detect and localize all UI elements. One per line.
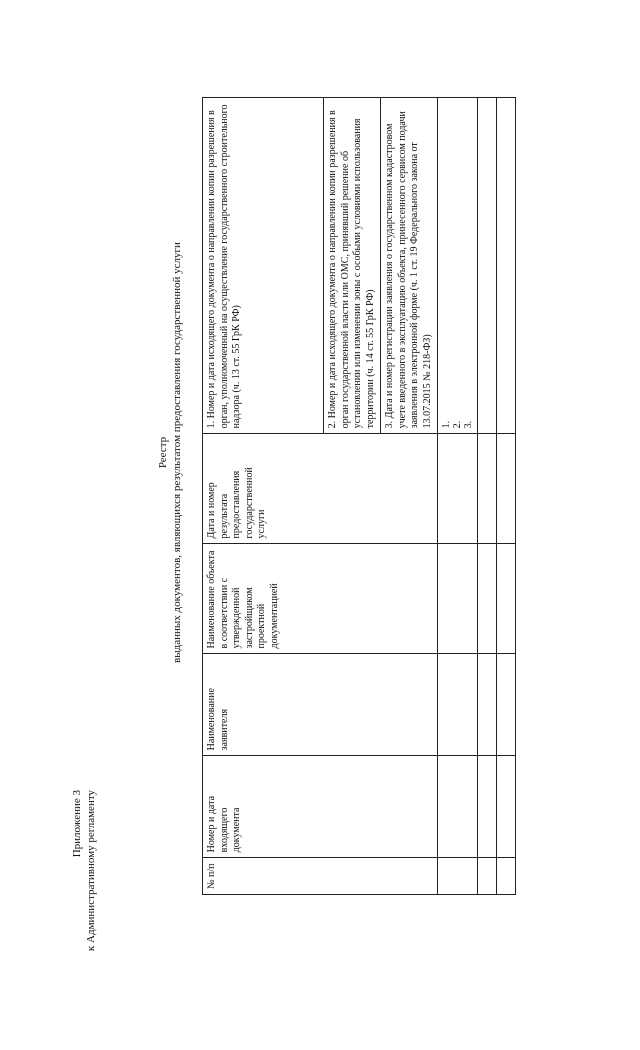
appendix-line-1: Приложение 3 [71,790,83,858]
header-result-date-number: Дата и номер результата предоставления государственной услуги [203,434,438,544]
table-cell [478,756,497,858]
table-cell [497,654,516,756]
table-cell [497,434,516,544]
numbered-item: 2. [452,420,463,429]
table-cell [438,434,478,544]
table-row [478,98,497,895]
table-cell [497,756,516,858]
heading-subtitle: выданных документов, являющихся результатом предоставления государственной услуги [171,242,183,663]
table-cell [438,654,478,756]
header-num: № п/п [203,858,438,895]
table-cell [438,858,478,895]
table-cell [478,858,497,895]
header-applicant: Наименование заявителя [203,654,438,756]
table-row [497,98,516,895]
header-info-1: 1. Номер и дата исходящего документа о направлении копии разрешения в орган, уполномоченный на осуществление государственного строительного надзора (ч. 13 ст. 55 ГрК РФ) [203,98,324,434]
document-heading [156,0,184,905]
numbered-list-cell [438,98,478,434]
table-row [438,98,478,895]
header-object-name: Наименование объекта в соответствии с утвержденной застройщиком проектной документацией [203,544,438,654]
table-cell [497,544,516,654]
table-cell [497,858,516,895]
numbered-item: 1. [441,420,452,429]
table-cell [438,544,478,654]
numbered-item: 3. [463,420,474,429]
table-cell [497,98,516,434]
appendix-note [70,790,98,1050]
header-info-2: 2. Номер и дата исходящего документа о направлении копии разрешения в орган государственной власти или ОМС, принявший решение об установлении или изменении зоны с особыми условиями использования территории (ч. 14 ст. 55 ГрК РФ) [324,98,381,434]
table-cell [478,654,497,756]
registry-table [202,97,516,895]
header-info-3: 3. Дата и номер регистрации заявления о государственном кадастровом учете введенного в эксплуатацию объекта, принесенного сервисом подачи заявления в электронной форме (ч. 1 ст. 19 Федерального закона от 13.07.2015 № 218-ФЗ) [381,98,438,434]
appendix-line-2: к Административному регламенту [85,790,97,952]
table-cell [478,98,497,434]
table-cell [478,434,497,544]
table-row [203,98,324,895]
table-cell [438,756,478,858]
table-cell [478,544,497,654]
heading-title: Реестр [157,436,169,469]
header-incoming-document: Номер и дата входящего документа [203,756,438,858]
